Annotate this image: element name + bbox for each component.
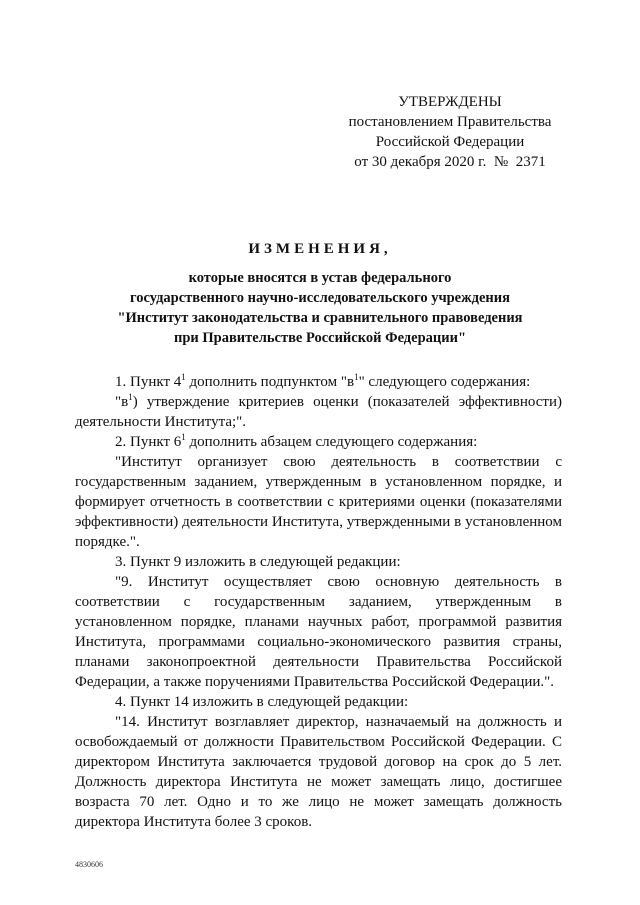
approval-line: Российской Федерации xyxy=(375,134,525,150)
superscript: 1 xyxy=(181,432,186,442)
document-title: ИЗМЕНЕНИЯ, xyxy=(248,241,392,257)
superscript: 1 xyxy=(181,372,186,382)
paragraph-5: 3. Пункт 9 изложить в следующей редакции: xyxy=(115,554,401,570)
superscript: 1 xyxy=(354,372,359,382)
heading-subtitle-line: которые вносятся в устав федерального xyxy=(188,270,452,286)
heading-subtitle-line: государственного научно-исследовательского учреждения xyxy=(130,290,510,306)
document-body xyxy=(75,372,562,832)
heading-subtitle-line: при Правительстве Российской Федерации" xyxy=(173,330,467,346)
approval-block xyxy=(330,92,570,172)
approval-title: УТВЕРЖДЕНЫ xyxy=(398,94,502,110)
text-run: ) утверждение критериев оценки (показателей эффективности) деятельности Института;". xyxy=(75,394,562,430)
text-run: дополнить подпунктом "в xyxy=(185,374,355,390)
approval-line: постановлением Правительства xyxy=(348,114,552,130)
paragraph-4: "Институт организует свою деятельность в соответствии с государственным заданием, утвержденным в установленном порядке, и формирует отчетность в соответствии с критериями оценки (показателями эффективности) деятельности Института, утвержденными в установленном порядке.". xyxy=(75,454,562,550)
document-heading xyxy=(40,238,600,348)
text-run: " следующего содержания: xyxy=(358,374,531,390)
paragraph-8: "14. Институт возглавляет директор, назначаемый на должность и освобождаемый от должности Правительством Российской Федерации. С директором Института заключается трудовой договор на срок до 5 лет. Должность директора Института не может замещать лицо, достигшее возраста 70 лет. Одно и то же лицо не может замещать должность директора Института более 3 сроков. xyxy=(75,714,562,830)
approval-date: от 30 декабря 2020 г. № 2371 xyxy=(354,154,546,170)
paragraph-7: 4. Пункт 14 изложить в следующей редакции: xyxy=(115,694,409,710)
heading-subtitle-line: "Институт законодательства и сравнительного правоведения xyxy=(117,310,523,326)
text-run: "в xyxy=(115,394,129,410)
paragraph-2 xyxy=(75,392,562,432)
document-code: 4830606 xyxy=(75,860,103,869)
text-run: 2. Пункт 6 xyxy=(115,434,182,450)
paragraph-3 xyxy=(75,432,562,452)
paragraph-6: "9. Институт осуществляет свою основную деятельность в соответствии с государственным заданием, утвержденным в установленном порядке, планами научных работ, программой развития Института, программами социально-экономического развития страны, планами законопроектной деятельности Правительства Российской Федерации, а также поручениями Правительства Российской Федерации.". xyxy=(75,574,562,690)
paragraph-1 xyxy=(75,372,562,392)
text-run: дополнить абзацем следующего содержания: xyxy=(185,434,478,450)
text-run: 1. Пункт 4 xyxy=(115,374,182,390)
superscript: 1 xyxy=(128,392,133,402)
